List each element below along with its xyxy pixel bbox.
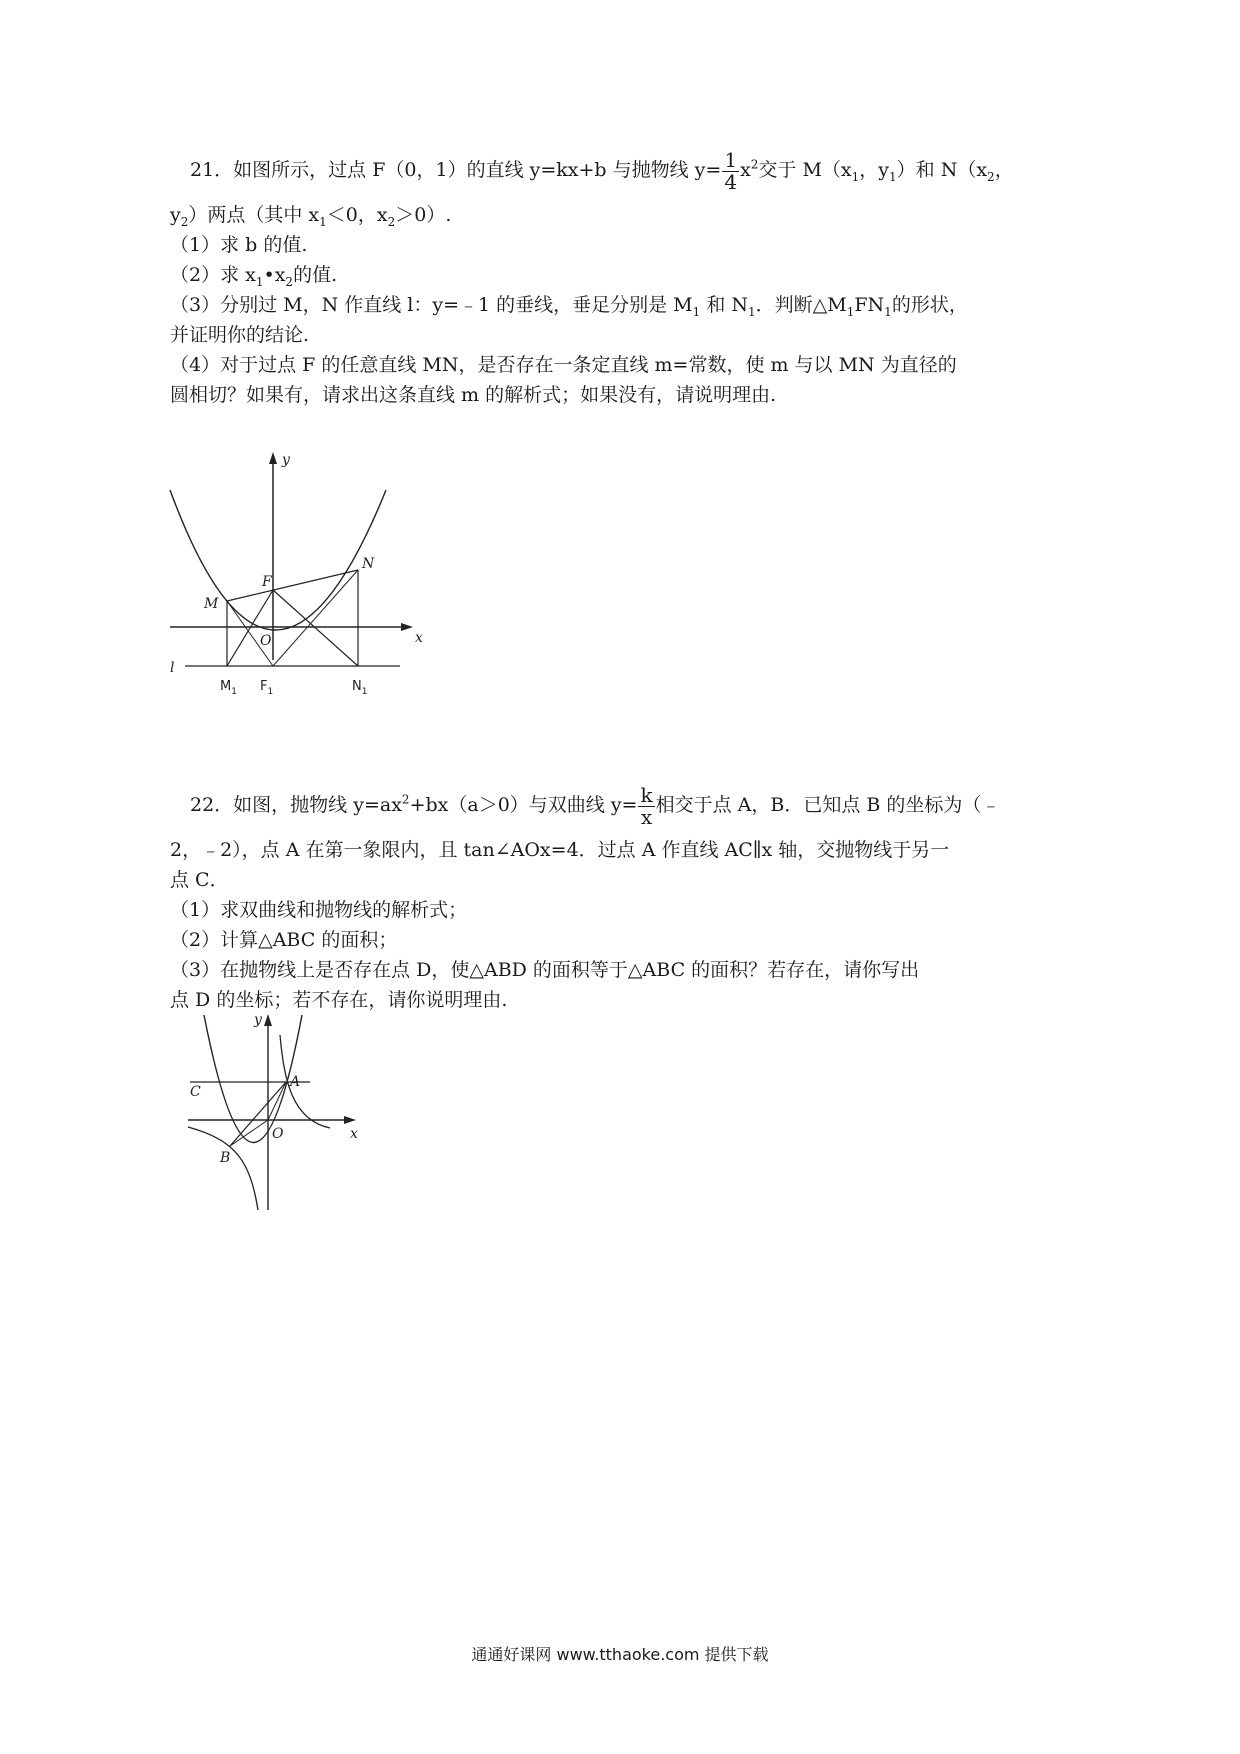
p22-part-1: （1）求双曲线和抛物线的解析式； [170,899,468,921]
p22-line-1: 22．如图，抛物线 $y=ax^2+bx(a>0)$与双曲线 y= $\frac{k}{x}$ 相交于点 A，B．已知点 B 的坐标为（﹣ [190,783,1001,829]
fig21-F-label: F [262,574,272,590]
p22-part-3-cont: 点 D 的坐标；若不存在，请你说明理由. [170,989,508,1011]
figure-22 [180,1010,400,1230]
fig21-N-label: N [362,556,375,572]
p22-part-3: （3）在抛物线上是否存在点 D，使△ABD 的面积等于△ABC 的面积？若存在，请你写出 [170,959,920,981]
fig21-M-label: M [204,596,219,612]
fig21-M1-label: $M_1$ [220,679,237,697]
fig21-F1-label: $F_1$ [260,679,274,697]
p21-part-1: （1）求 b 的值. [170,234,308,256]
fig22-O-label: O [272,1126,284,1142]
p22-line-2: 2，﹣2），点 A 在第一象限内，且 tan∠AOx=4．过点 A 作直线 AC∥x 轴，交抛物线于另一 [170,839,950,861]
page-footer: 通通好课网 www.tthaoke.com 提供下载 [471,1645,769,1664]
fig21-l-label: l [170,660,175,676]
p21-part-3: （3）分别过 M，N 作直线 l：y=﹣1 的垂线，垂足分别是 $M_1$ 和 $N_1$．判断$\triangle M_1FN_1$的形状， [170,294,968,319]
fig21-O-label: O [260,633,272,649]
p21-line-2: $y_2$）两点（其中 $x_1<0$，$x_2>0$）. [170,204,452,229]
p21-part-4-cont: 圆相切？如果有，请求出这条直线 m 的解析式；如果没有，请说明理由. [170,384,777,406]
p21-line-1: 21．如图所示，过点 F（0，1）的直线 y=kx+b 与抛物线 y= $\frac{1}{4}$ $x^2$交于 $M(x_1$，$y_1$）和 $N(x_2$， [190,148,1014,194]
fig22-A-label: A [290,1074,301,1090]
fig22-y-label: y [254,1012,262,1028]
fraction-one-quarter: $\frac{1}{4}$ [724,148,738,194]
fig22-C-label: C [190,1084,201,1100]
fig21-y-label: y [282,452,290,468]
p21-part-2: （2）求 $x_1•x_2$的值. [170,264,338,289]
fraction-k-over-x: $\frac{k}{x}$ [640,783,653,829]
fig21-N1-label: $N_1$ [352,679,368,697]
fig22-B-label: B [220,1150,231,1166]
p22-part-2: （2）计算△ABC 的面积； [170,929,398,951]
fig22-x-label: x [350,1126,358,1142]
p22-line-3: 点 C． [170,869,229,891]
figure-21 [160,450,480,710]
p21-part-4: （4）对于过点 F 的任意直线 MN，是否存在一条定直线 m=常数，使 m 与以 MN 为直径的 [170,354,957,376]
fig21-x-label: x [415,630,423,646]
p21-part-3-cont: 并证明你的结论. [170,324,310,346]
